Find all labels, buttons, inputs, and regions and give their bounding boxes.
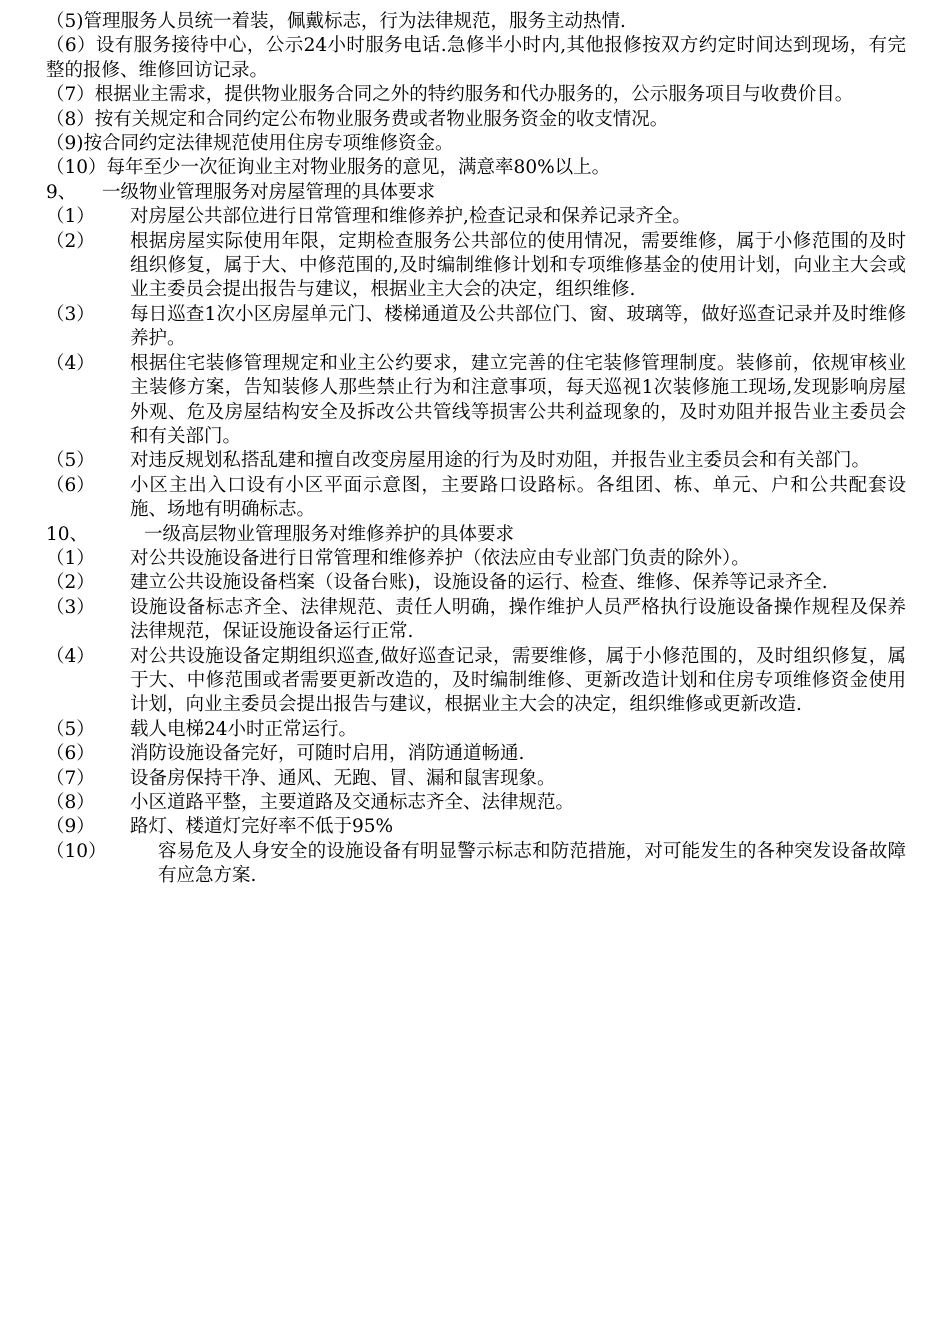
section-10-item [46,596,906,645]
item-number: （9） [46,816,95,838]
item-number: （1） [46,547,95,569]
item-number: （8） [46,792,95,813]
item-text: 对公共设施设备定期组织巡查,做好巡查记录，需要维修，属于小修范围的，及时组织修复，属于大、中修范围或者需要更新改造的，及时编制维修、更新改造计划和住房专项维修资金使用计划，向业主委员会提出报告与建议，根据业主大会的决定，组织维修或更新改造. [130,645,906,716]
section-9-heading [46,181,906,205]
section-10-item [46,840,906,889]
section-10-title: 一级高层物业管理服务对维修养护的具体要求 [144,523,515,545]
item-number: （7） [46,767,95,789]
section-9-item [46,352,906,450]
item-text: 设施设备标志齐全、法律规范、责任人明确，操作维护人员严格执行设施设备操作规程及保养法律规范，保证设施设备运行正常. [130,596,906,643]
section-10-item [46,718,906,742]
item-number: （10） [46,840,107,862]
document-page [46,10,906,889]
item-text: 小区主出入口设有小区平面示意图，主要路口设路标。各组团、栋、单元、户和公共配套设施、场地有明确标志。 [130,474,906,521]
intro-paragraph-7: （7）根据业主需求，提供物业服务合同之外的特约服务和代办服务的，公示服务项目与收费价目。 [46,84,854,106]
item-number: （2） [46,572,95,594]
item-text: 根据住宅装修管理规定和业主公约要求，建立完善的住宅装修管理制度。装修前，依规审核业主装修方案，告知装修人那些禁止行为和注意事项，每天巡视1次装修施工现场,发现影响房屋外观、危及房屋结构安全及拆改公共管线等损害公共利益现象的，及时劝阻并报告业主委员会和有关部门。 [130,352,906,447]
section-10-heading [46,523,906,547]
section-9-number: 9、 [46,181,77,203]
item-number: （1） [46,206,95,228]
intro-paragraph-10: （10）每年至少一次征询业主对物业服务的意见，满意率80%以上。 [46,157,611,179]
section-9-item [46,230,906,303]
item-text: 容易危及人身安全的设施设备有明显警示标志和防范措施，对可能发生的各种突发设备故障有应急方案. [158,840,906,887]
section-10-number: 10、 [46,523,89,545]
item-text: 每日巡查1次小区房屋单元门、楼梯通道及公共部位门、窗、玻璃等，做好巡查记录并及时维修养护。 [130,303,906,350]
item-number: （5） [46,450,95,472]
item-number: （5） [46,718,95,740]
section-10-item [46,767,906,791]
item-text: 路灯、楼道灯完好率不低于95% [130,816,394,838]
section-9-item [46,303,906,352]
item-number: （3） [46,596,95,618]
intro-paragraph-9: （9)按合同约定法律规范使用住房专项维修资金。 [46,133,454,155]
item-text: 消防设施设备完好，可随时启用，消防通道畅通. [130,743,525,765]
intro-paragraph-6: （6）设有服务接待中心，公示24小时服务电话.急修半小时内,其他报修按双方约定时间达到现场，有完整的报修、维修回访记录。 [46,35,906,81]
item-text: 根据房屋实际使用年限，定期检查服务公共部位的使用情况，需要维修，属于小修范围的及时组织修复，属于大、中修范围的,及时编制维修计划和专项维修基金的使用计划，向业主大会或业主委员会提出报告与建议，根据业主大会的决定，组织维修. [130,230,906,301]
section-10-item [46,571,906,595]
section-10-item [46,547,906,571]
section-9-title: 一级物业管理服务对房屋管理的具体要求 [102,181,436,203]
section-9-item [46,205,906,229]
section-10-item [46,791,906,815]
section-9-item [46,474,906,523]
intro-paragraph-8: （8）按有关规定和合同约定公布物业服务费或者物业服务资金的收支情况。 [46,108,669,130]
section-10-item [46,645,906,718]
item-number: （3） [46,303,95,325]
item-text: 对公共设施设备进行日常管理和维修养护（依法应由专业部门负责的除外）。 [130,547,750,569]
item-number: （6） [46,743,95,765]
item-text: 建立公共设施设备档案（设备台账)，设施设备的运行、检查、维修、保养等记录齐全. [130,572,828,594]
section-10-item [46,742,906,766]
item-number: （2） [46,230,95,252]
section-9-item [46,449,906,473]
item-number: （4） [46,352,95,374]
section-10-item [46,815,906,839]
item-text: 设备房保持干净、通风、无跑、冒、漏和鼠害现象。 [130,767,556,789]
intro-paragraph-5: （5)管理服务人员统一着装，佩戴标志，行为法律规范，服务主动热情. [46,11,626,32]
item-text: 对违反规划私搭乱建和擅自改变房屋用途的行为及时劝阻，并报告业主委员会和有关部门。 [130,450,871,472]
item-text: 小区道路平整，主要道路及交通标志齐全、法律规范。 [130,792,575,813]
item-text: 载人电梯24小时正常运行。 [130,718,358,740]
item-number: （6） [46,474,95,496]
item-text: 对房屋公共部位进行日常管理和维修养护,检查记录和保养记录齐全。 [130,206,691,228]
item-number: （4） [46,645,95,667]
